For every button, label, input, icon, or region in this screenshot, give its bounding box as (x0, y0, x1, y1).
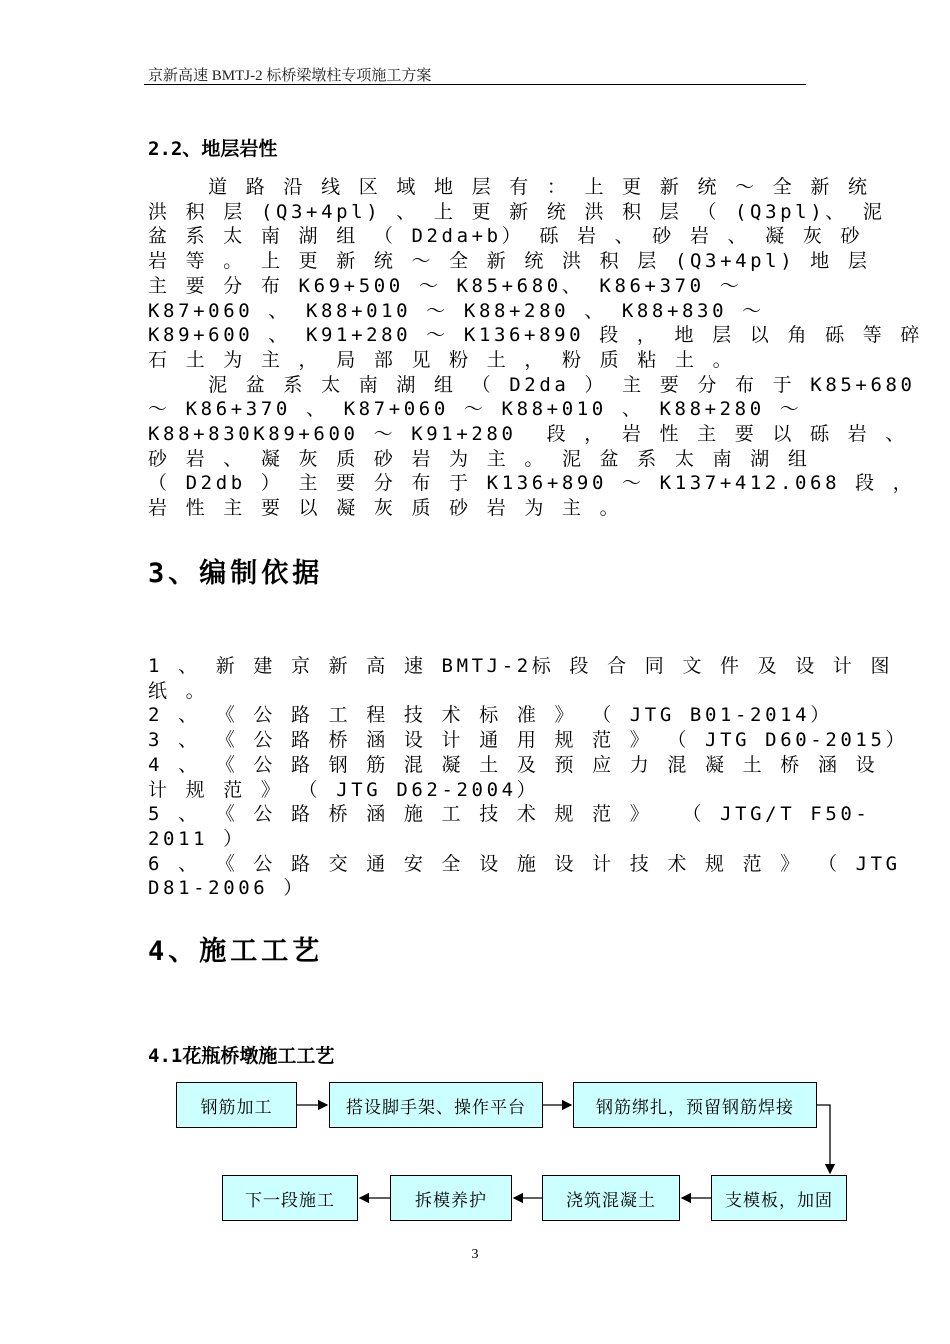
page-header: 京新高速 BMTJ-2 标桥梁墩柱专项施工方案 (148, 68, 432, 84)
flow-step-scaffold-platform: 搭设脚手架、操作平台 (329, 1082, 543, 1128)
section-2-2-line: 石 土 为 主 ， 局 部 见 粉 土 ， 粉 质 粘 土 。 (148, 348, 736, 371)
section-2-2-heading: 2.2、地层岩性 (148, 138, 278, 160)
section-2-2-line: 盆 系 太 南 湖 组 （ D2da+b） 砾 岩 、 砂 岩 、 凝 灰 砂 (148, 225, 864, 248)
flow-step-formwork: 支模板，加固 (711, 1175, 847, 1221)
flow-step-demold-cure: 拆模养护 (390, 1175, 512, 1221)
section-3-line: 2 、 《 公 路 工 程 技 术 标 准 》 （ JTG B01-2014） (148, 704, 833, 727)
flow-step-next-section: 下一段施工 (222, 1175, 358, 1221)
section-2-2-line: K87+060 、 K88+010 ～ K88+280 、 K88+830 ～ (148, 299, 765, 322)
section-4-1-heading: 4.1花瓶桥墩施工工艺 (148, 1045, 335, 1067)
section-2-2-line: 道 路 沿 线 区 域 地 层 有 ： 上 更 新 统 ～ 全 新 统 (148, 176, 871, 198)
section-3-line: 纸 。 (148, 679, 209, 702)
flow-step-rebar-processing: 钢筋加工 (176, 1082, 297, 1128)
flow-step-pour-concrete: 浇筑混凝土 (542, 1175, 680, 1221)
section-2-2-line: 主 要 分 布 K69+500 ～ K85+680、 K86+370 ～ (148, 274, 743, 297)
section-2-2-line: 洪 积 层 (Q3+4pl) 、 上 更 新 统 洪 积 层 （ (Q3pl)、 泥 (148, 200, 886, 223)
section-3-line: 3 、 《 公 路 桥 涵 设 计 通 用 规 范 》 （ JTG D60-2015） (148, 729, 909, 752)
flow-step-rebar-binding: 钢筋绑扎，预留钢筋焊接 (573, 1082, 817, 1128)
section-3-line: 5 、 《 公 路 桥 涵 施 工 技 术 规 范 》 （ JTG/T F50- (148, 803, 871, 826)
page-number: 3 (471, 1247, 479, 1262)
section-3-line: D81-2006 ） (148, 877, 306, 900)
section-2-2-line: K89+600 、 K91+280 ～ K136+890 段 ， 地 层 以 角 砾 等 碎 (148, 324, 923, 347)
section-3-line: 6 、 《 公 路 交 通 安 全 设 施 设 计 技 术 规 范 》 （ JTG (148, 852, 901, 875)
section-3-line: 1 、 新 建 京 新 高 速 BMTJ-2标 段 合 同 文 件 及 设 计 图 (148, 655, 894, 677)
section-2-2-line: （ D2db ） 主 要 分 布 于 K136+890 ～ K137+412.068 段 ， (148, 472, 916, 495)
section-2-2-line: ～ K86+370 、 K87+060 ～ K88+010 、 K88+280 ～ (148, 398, 803, 421)
section-2-2-line: 砂 岩 、 凝 灰 质 砂 岩 为 主 。 泥 盆 系 太 南 湖 组 (148, 447, 811, 470)
arrow-3-to-4 (817, 1105, 830, 1173)
section-2-2-line: 泥 盆 系 太 南 湖 组 （ D2da ） 主 要 分 布 于 K85+680 (148, 373, 916, 396)
section-2-2-line: 岩 等 。 上 更 新 统 ～ 全 新 统 洪 积 层 (Q3+4pl) 地 层 (148, 250, 871, 273)
section-4-heading: 4、施工工艺 (148, 936, 324, 967)
section-3-line: 2011 ） (148, 827, 246, 850)
section-3-line: 4 、 《 公 路 钢 筋 混 凝 土 及 预 应 力 混 凝 土 桥 涵 设 (148, 753, 879, 776)
section-2-2-line: 岩 性 主 要 以 凝 灰 质 砂 岩 为 主 。 (148, 497, 623, 520)
section-3-line: 计 规 范 》 （ JTG D62-2004） (148, 778, 540, 801)
section-2-2-line: K88+830K89+600 ～ K91+280 段 ， 岩 性 主 要 以 砾 岩 、 (148, 423, 908, 446)
section-3-heading: 3、编制依据 (148, 558, 324, 589)
